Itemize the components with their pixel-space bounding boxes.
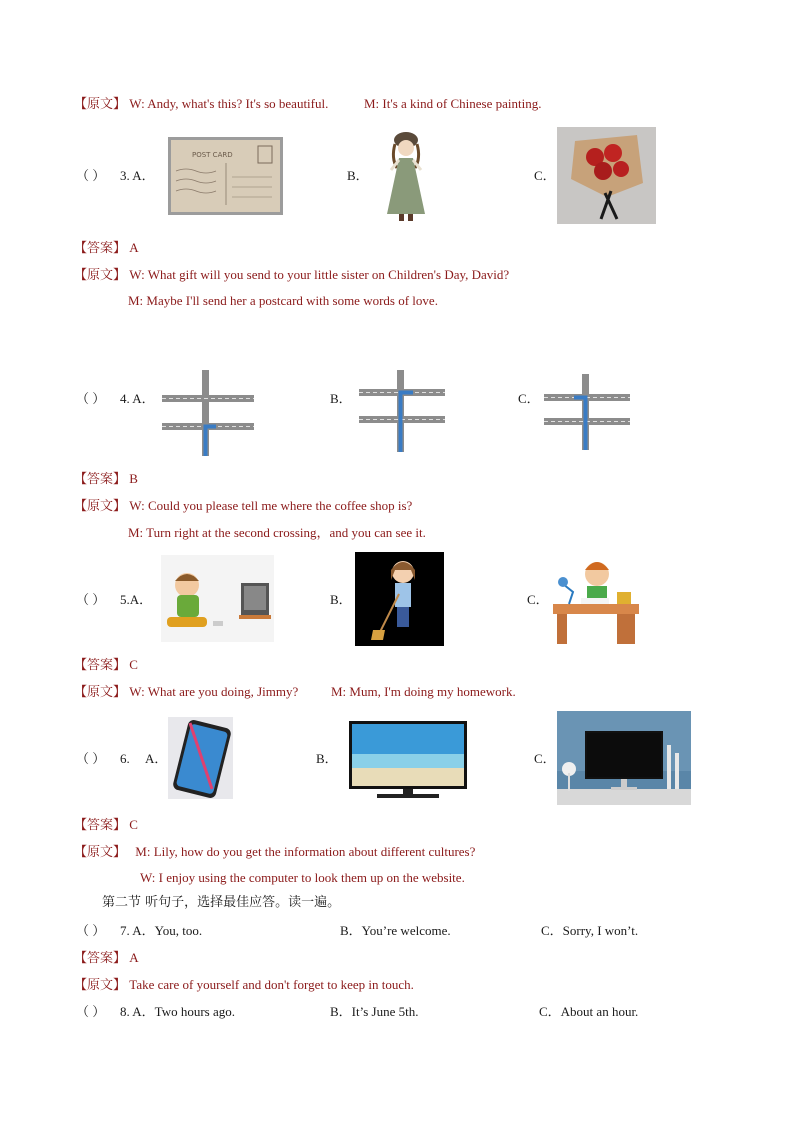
answer-value: A [129,240,139,255]
television-image [349,721,467,799]
answer-value: A [129,950,139,965]
answer-value: C [129,657,138,672]
option-c-label: C． [534,751,556,766]
answer-tag: 【答案】 [74,241,127,256]
option-b-text: B．You’re welcome. [340,923,451,938]
option-c-label: C． [534,168,556,183]
transcript-text: W: Could you please tell me where the coffee shop is? [129,498,413,513]
transcript-text: W: Andy, what's this? It's so beautiful. [129,96,329,111]
computer-image [557,711,691,805]
option-b-label: B． [316,751,338,766]
question-number: 4. A． [120,391,155,406]
answer-value: B [129,471,138,486]
answer-paren: （ ） [76,391,106,406]
transcript-tag: 【原文】 [74,97,127,112]
boy-doing-homework-image [551,552,641,646]
option-a-text: 8. A．Two hours ago. [120,1004,236,1019]
transcript-tag: 【原文】 [74,499,127,514]
transcript-text: M: Maybe I'll send her a postcard with some words of love. [128,293,438,308]
transcript-line [74,267,509,284]
transcript-line-q2 [74,96,328,113]
answer-line [74,950,139,967]
transcript-text: W: What gift will you send to your little sister on Children's Day, David? [129,267,510,282]
option-c-label: C． [527,592,549,607]
route-map-b [359,370,445,452]
transcript-line [74,977,414,994]
transcript-tag: 【原文】 [74,268,127,283]
answer-line [74,240,139,257]
transcript-text: M: It's a kind of Chinese painting. [364,96,542,111]
girl-sweeping-image [355,552,444,646]
option-a-text: 7. A．You, too. [120,923,203,938]
doll-image [377,130,435,222]
answer-paren: （ ） [76,923,106,938]
transcript-line [74,498,412,515]
answer-line [74,817,138,834]
option-b-label: B． [330,391,352,406]
option-c-label: C． [518,391,540,406]
answer-tag: 【答案】 [74,951,127,966]
transcript-line [74,684,298,701]
flower-bouquet-image [557,127,656,224]
answer-paren: （ ） [76,592,106,607]
answer-tag: 【答案】 [74,658,127,673]
transcript-text: M: Lily, how do you get the information about different cultures? [135,844,476,859]
answer-line [74,657,138,674]
transcript-line [74,844,475,861]
question-number: 5.A． [120,592,153,607]
section-title: 第二节 听句子，选择最佳应答。读一遍。 [102,895,341,910]
answer-line [74,471,138,488]
smartphone-image [168,717,233,799]
option-a-label: A． [145,751,168,766]
answer-value: C [129,817,138,832]
transcript-text: W: What are you doing, Jimmy? [129,684,299,699]
answer-paren: （ ） [76,751,106,766]
transcript-text: W: I enjoy using the computer to look them up on the website. [140,870,465,885]
postcard-image [168,137,283,215]
transcript-text: M: Turn right at the second crossing，and you can see it. [128,525,426,540]
transcript-text: M: Mum, I'm doing my homework. [331,684,516,699]
answer-paren: （ ） [76,168,106,183]
option-b-label: B． [330,592,352,607]
route-map-c [544,374,630,450]
boy-playing-games-image [161,555,274,642]
option-c-text: C．Sorry, I won’t. [541,923,639,938]
answer-tag: 【答案】 [74,818,127,833]
transcript-tag: 【原文】 [74,978,127,993]
question-number: 6. [120,751,130,766]
transcript-text: Take care of yourself and don't forget to keep in touch. [129,977,414,992]
answer-tag: 【答案】 [74,472,127,487]
transcript-tag: 【原文】 [74,685,127,700]
option-c-text: C．About an hour. [539,1004,639,1019]
question-number: 3. A． [120,168,155,183]
transcript-tag: 【原文】 [74,845,127,860]
answer-paren: （ ） [76,1004,106,1019]
route-map-a [162,370,254,456]
option-b-label: B． [347,168,369,183]
option-b-text: B．It’s June 5th. [330,1004,419,1019]
postcard-title: POST CARD [192,151,233,159]
